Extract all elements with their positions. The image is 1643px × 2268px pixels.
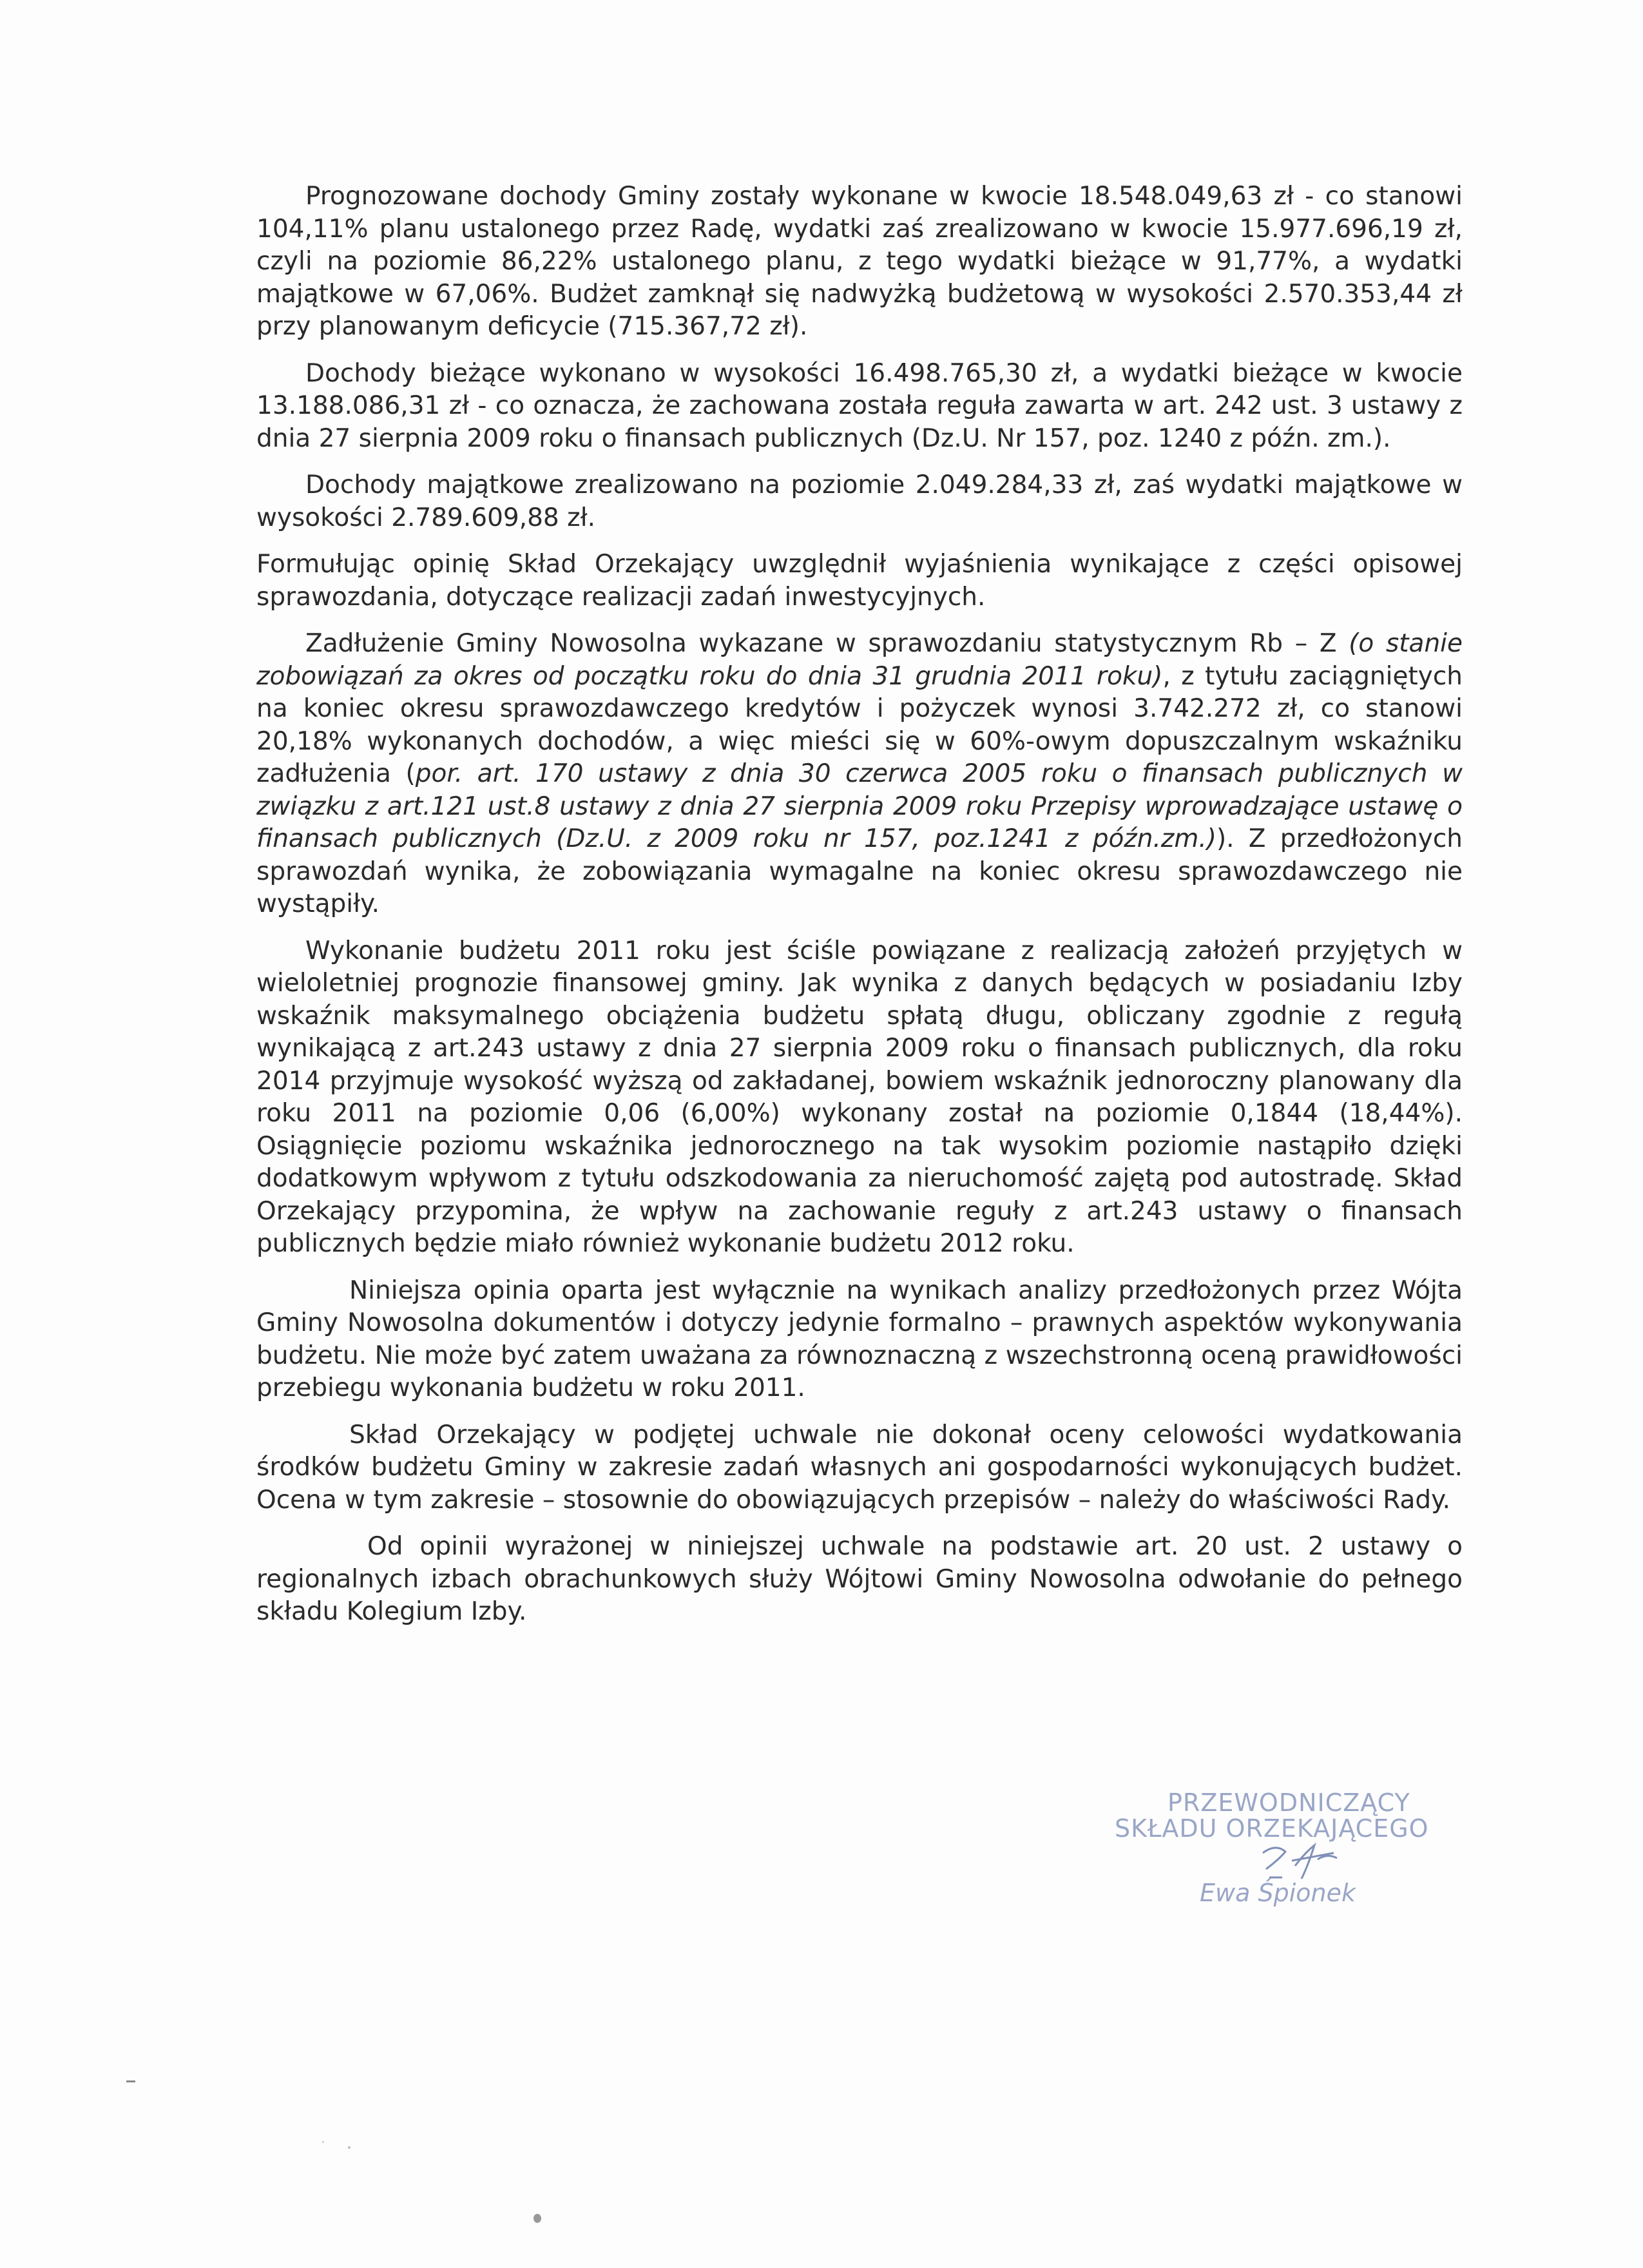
- text-segment: , z tytułu zaciągniętych na koniec okresu sprawozdawczego kredytów i pożyczek wynosi 3.742.272 zł, co stanowi 20,18% wykonanych dochodów, a więc mieści się w 60%-owym dopuszczalnym wskaźniku zadłużenia (: [256, 661, 1463, 788]
- text-segment: Formułując opinię Skład Orzekający uwzględnił wyjaśnienia wynikające z części opisowej sprawozdania, dotyczące realizacji zadań inwestycyjnych.: [256, 550, 1463, 612]
- document-body: [256, 180, 1463, 1643]
- text-segment: Od opinii wyrażonej w niniejszej uchwale na podstawie art. 20 ust. 2 ustawy o regionalnych izbach obrachunkowych służy Wójtowi Gminy Nowosolna odwołanie do pełnego składu Kolegium Izby.: [256, 1532, 1463, 1626]
- stamp-title: PRZEWODNICZĄCY: [1167, 1788, 1410, 1817]
- italic-text-segment: por. art. 170 ustawy z dnia 30 czerwca 2005 roku o finansach publicznych w związku z art.121 ust.8 ustawy z dnia 27 sierpnia 2009 roku Przepisy wprowadzające ustawę o finansach publicznych (Dz.U. z 2009 roku nr 157, poz.1241 z późn.zm.): [256, 759, 1463, 853]
- text-segment: Dochody majątkowe zrealizowano na poziomie 2.049.284,33 zł, zaś wydatki majątkowe w wysokości 2.789.609,88 zł.: [256, 470, 1463, 532]
- signature-stamp: [1115, 1788, 1501, 1937]
- text-segment: Zadłużenie Gminy Nowosolna wykazane w sprawozdaniu statystycznym Rb – Z: [305, 629, 1349, 658]
- paragraph: [256, 358, 1463, 456]
- paragraph: [256, 935, 1463, 1261]
- paragraph: [256, 1419, 1463, 1517]
- text-segment: Wykonanie budżetu 2011 roku jest ściśle powiązane z realizacją założeń przyjętych w wieloletniej prognozie finansowej gminy. Jak wynika z danych będących w posiadaniu Izby wskaźnik maksymalnego obciążenia budżetu spłatą długu, obliczany zgodnie z regułą wynikającą z art.243 ustawy z dnia 27 sierpnia 2009 roku o finansach publicznych, dla roku 2014 przyjmuje wysokość wyższą od zakładanej, bowiem wskaźnik jednoroczny planowany dla roku 2011 na poziomie 0,06 (6,00%) wykonany został na poziomie 0,1844 (18,44%). Osiągnięcie poziomu wskaźnika jednorocznego na tak wysokim poziomie nastąpiło dzięki dodatkowym wpływom z tytułu odszkodowania za nieruchomość zajętą pod autostradę. Skład Orzekający przypomina, że wpływ na zachowanie reguły z art.243 ustawy o finansach publicznych będzie miało również wykonanie budżetu 2012 roku.: [256, 936, 1463, 1258]
- paragraph: [256, 1275, 1463, 1405]
- scan-speck: [348, 2146, 351, 2149]
- stamp-name: Ewa Śpionek: [1200, 1879, 1356, 1907]
- paragraph: [256, 1531, 1463, 1629]
- stamp-subtitle: SKŁADU ORZEKAJĄCEGO: [1115, 1814, 1429, 1843]
- paragraph: [256, 469, 1463, 534]
- scan-speck: [322, 2141, 324, 2143]
- text-segment: Prognozowane dochody Gminy zostały wykonane w kwocie 18.548.049,63 zł - co stanowi 104,11% planu ustalonego przez Radę, wydatki zaś zrealizowano w kwocie 15.977.696,19 zł, czyli na poziomie 86,22% ustalonego planu, z tego wydatki bieżące w 91,77%, a wydatki majątkowe w 67,06%. Budżet zamknął się nadwyżką budżetową w wysokości 2.570.353,44 zł przy planowanym deficycie (715.367,72 zł).: [256, 182, 1463, 341]
- paragraph: [256, 628, 1463, 921]
- text-segment: ). Z przedłożonych sprawozdań wynika, że zobowiązania wymagalne na koniec okresu sprawozdawczego nie wystąpiły.: [256, 824, 1463, 918]
- text-segment: Niniejsza opinia oparta jest wyłącznie na wynikach analizy przedłożonych przez Wójta Gminy Nowosolna dokumentów i dotyczy jedynie formalno – prawnych aspektów wykonywania budżetu. Nie może być zatem uważana za równoznaczną z wszechstronną oceną prawidłowości przebiegu wykonania budżetu w roku 2011.: [256, 1275, 1463, 1402]
- italic-text-segment: (o stanie zobowiązań za okres od początku roku do dnia 31 grudnia 2011 roku): [256, 629, 1463, 691]
- paragraph: [256, 548, 1463, 614]
- scan-mark: [126, 2080, 135, 2082]
- scan-speck: [533, 2214, 541, 2223]
- text-segment: Dochody bieżące wykonano w wysokości 16.498.765,30 zł, a wydatki bieżące w kwocie 13.188.086,31 zł - co oznacza, że zachowana została reguła zawarta w art. 242 ust. 3 ustawy z dnia 27 sierpnia 2009 roku o finansach publicznych (Dz.U. Nr 157, poz. 1240 z późn. zm.).: [256, 358, 1463, 453]
- paragraph: [256, 180, 1463, 344]
- text-segment: Skład Orzekający w podjętej uchwale nie dokonał oceny celowości wydatkowania środków budżetu Gminy w zakresie zadań własnych ani gospodarności wykonujących budżet. Ocena w tym zakresie – stosownie do obowiązujących przepisów – należy do właściwości Rady.: [256, 1420, 1463, 1515]
